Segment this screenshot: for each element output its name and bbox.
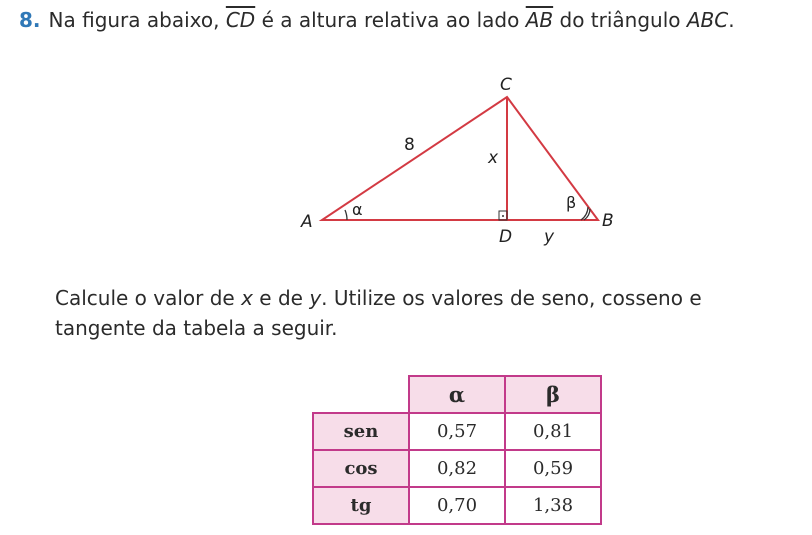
table-cell-beta: 0,81 [505, 413, 601, 450]
instruction-var-x: x [241, 286, 253, 310]
table-cell-alpha: 0,70 [409, 487, 505, 524]
question-number: 8. [19, 8, 41, 32]
instruction-var-y: y [309, 286, 322, 310]
table-header-alpha: α [409, 376, 505, 413]
question-text-before: Na figura abaixo, [48, 8, 220, 32]
table-row [313, 413, 601, 450]
label-x: x [488, 148, 499, 168]
instruction-part1: Calcule o valor de [55, 286, 235, 310]
table-cell-beta: 1,38 [505, 487, 601, 524]
trig-table [312, 375, 602, 525]
triangle-figure [290, 70, 630, 250]
table-row-label: sen [313, 413, 409, 450]
triangle-name: ABC [686, 8, 729, 32]
right-angle-dot [502, 215, 504, 217]
label-a: A [301, 212, 313, 232]
table-cell-alpha: 0,82 [409, 450, 505, 487]
label-c: C [500, 75, 512, 95]
table-cell-beta: 0,59 [505, 450, 601, 487]
label-b: B [602, 211, 614, 231]
table-row [313, 450, 601, 487]
segment-ab: $\overline{AB}$ [525, 8, 554, 32]
label-side-ac: 8 [404, 135, 415, 155]
table-row [313, 487, 601, 524]
label-y: y [544, 227, 555, 247]
table-corner-cell [313, 376, 409, 413]
angle-alpha-arc [345, 210, 347, 220]
label-beta: β [566, 193, 577, 212]
table-header-row [313, 376, 601, 413]
table-row-label: tg [313, 487, 409, 524]
triangle-abc [322, 97, 598, 220]
label-d: D [499, 227, 513, 247]
question-text-mid: é a altura relativa ao lado [261, 8, 520, 32]
instruction-part3: . Utilize os valores de seno, cosseno e tangente da tabela a seguir. [55, 286, 702, 340]
table-row-label: cos [313, 450, 409, 487]
question-text-after: do triângulo [559, 8, 681, 32]
question-text-end: . [728, 8, 735, 32]
table-header-beta: β [505, 376, 601, 413]
table-cell-alpha: 0,57 [409, 413, 505, 450]
question-statement [19, 8, 735, 32]
instruction-part2: e de [259, 286, 303, 310]
segment-cd: $\overline{CD}$ [225, 8, 256, 32]
instruction-text [55, 283, 795, 343]
label-alpha: α [352, 200, 363, 219]
